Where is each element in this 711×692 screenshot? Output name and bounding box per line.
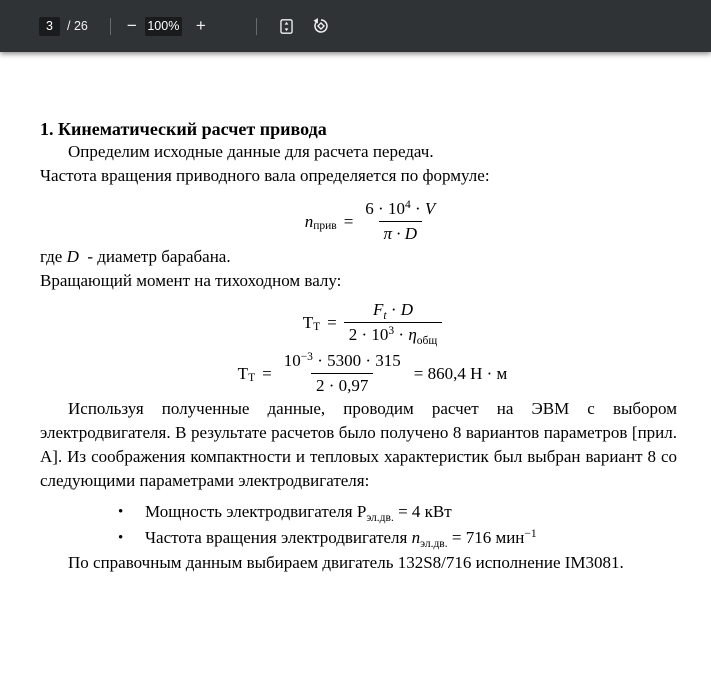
document-page [0,52,711,692]
section-heading: 1. Кинематический расчет привода [40,119,327,139]
rotate-counterclockwise-icon [311,16,331,36]
zoom-level-input[interactable] [145,17,182,36]
paragraph-computer-calculation: Используя полученные данные, проводим расчет на ЭВМ с выбором электродвигателя. В результате расчетов было получено 8 вариантов параметров [прил. А]. Из соображения компактности и тепловых характеристик был выбран вариант 8 со следующими параметрами электродвигателя: [40,399,677,490]
fit-page-button[interactable] [273,12,301,40]
formula-torque-symbolic: Т $_Т$ = $\frac{F_t \cdot D}{2 \cdot 10^3 \cdot \eta_{общ}}$ [54,299,691,346]
page-count-label: / 26 [67,19,88,33]
paragraph-initial-data: Определим исходные данные для расчета передач. [68,142,434,161]
toolbar-separator [110,18,111,35]
bullet-list [40,499,677,551]
formula-result: = 860,4 Н · м [413,363,508,383]
bullet-marker: • [118,504,124,520]
paragraph-torque-intro: Вращающий момент на тихоходном валу: [40,271,342,290]
zoom-in-button[interactable]: + [188,13,214,39]
paragraph-motor-selection: По справочным данным выбираем двигатель 132S8/716 исполнение IM3081. [68,553,624,572]
bullet-text: Мощность электродвигателя $Р_{эл.дв.} = 4$ кВт [145,502,452,524]
zoom-out-button[interactable]: − [119,13,145,39]
bullet-text: Частота вращения электродвигателя $n_{эл.дв.} = 716$ мин$^{-1}$ [145,528,537,550]
fit-to-page-icon [277,17,296,36]
page-number-input[interactable] [39,17,60,36]
bullet-item-motor-speed [118,525,677,551]
rotate-button[interactable] [307,12,335,40]
bullet-marker: • [118,530,124,546]
bullet-item-motor-power [118,499,677,525]
paragraph-rotation-frequency: Частота вращения приводного вала определяется по формуле: [40,166,490,185]
formula-torque-numeric: Т $_Т$ = $\frac{10^{-3} \cdot 5300 \cdot 315}{2 \cdot 0,97}$ = 860,4 Н · м [237,351,508,395]
formula-drive-shaft-speed: n $_{прив}$ = $\frac{6 \cdot 10^4 \cdot V}{\pi \cdot D}$ [304,199,436,243]
toolbar-separator [256,18,257,35]
paragraph-drum-diameter: где D - диаметр барабана. [40,247,231,266]
pdf-toolbar [0,0,711,52]
